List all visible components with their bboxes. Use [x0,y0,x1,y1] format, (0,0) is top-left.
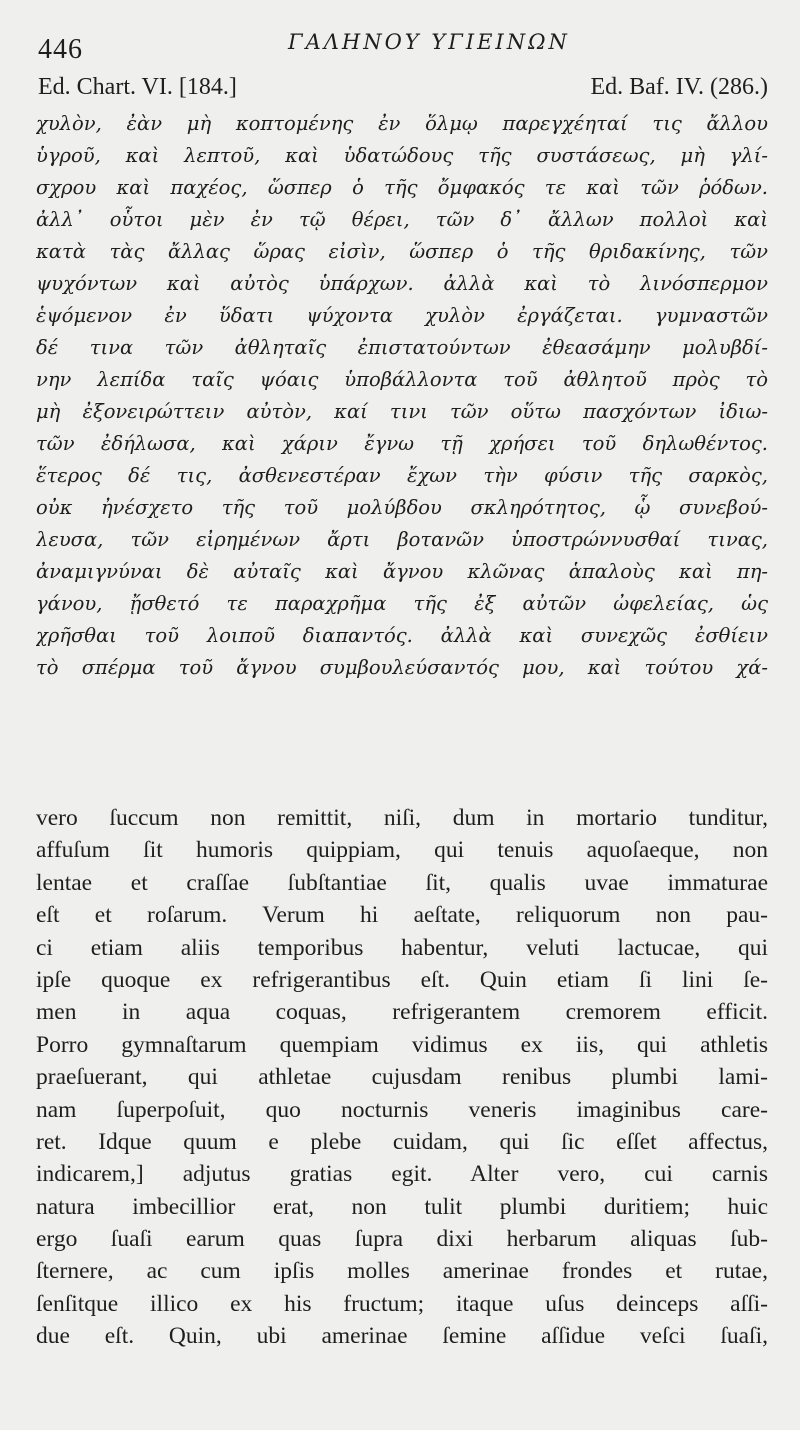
greek-text-line: ἕτερος δέ τις, ἀσθενεστέραν ἔχων τὴν φύσιν τῆς σαρκὸς, [36,464,768,487]
latin-text-line: eſt et roſarum. Verum hi aeſtate, reliquorum non pau- [36,902,768,929]
greek-text-line: ὑγροῦ, καὶ λεπτοῦ, καὶ ὑδατώδους τῆς συστάσεως, μὴ γλί- [36,144,768,167]
running-title: ΓΑΛΗΝΟΥ ΥΓΙΕΙΝΩΝ [288,30,570,54]
latin-text-line: natura imbecillior erat, non tulit plumbi duritiem; huic [36,1193,768,1220]
edition-chartier-reference: Ed. Chart. VI. [184.] [38,74,237,100]
greek-text-line: μὴ ἐξονειρώττειν αὐτὸν, καί τινι τῶν οὕτω πασχόντων ἰδιω- [36,400,768,423]
greek-text-line: γάνου, ᾔσθετό τε παραχρῆμα τῆς ἐξ αὐτῶν ὠφελείας, ὡς [36,592,768,615]
latin-text-line: ergo ſuaſi earum quas ſupra dixi herbarum aliquas ſub- [36,1226,768,1253]
greek-text-line: χρῆσθαι τοῦ λοιποῦ διαπαντός. ἀλλὰ καὶ συνεχῶς ἐσθίειν [36,624,768,647]
greek-text-line: ἑψόμενον ἐν ὕδατι ψύχοντα χυλὸν ἐργάζεται. γυμναστῶν [36,304,768,327]
greek-text-line: νην λεπίδα ταῖς ψόαις ὑποβάλλοντα τοῦ ἀθλητοῦ πρὸς τὸ [36,368,768,391]
latin-text-line: nam ſuperpoſuit, quo nocturnis veneris imaginibus care- [36,1096,768,1123]
latin-text-line: due eſt. Quin, ubi amerinae ſemine aſſidue veſci ſuaſi, [36,1323,768,1350]
latin-text-line: praeſuerant, qui athletae cujusdam renibus plumbi lami- [36,1064,768,1091]
greek-text-block [36,108,768,684]
greek-text-line: ἀναμιγνύναι δὲ αὐταῖς καὶ ἄγνου κλῶνας ἁπαλοὺς καὶ πη- [36,560,768,583]
greek-text-line: χυλὸν, ἐὰν μὴ κοπτομένης ἐν ὅλμῳ παρεγχέηταί τις ἄλλου [36,112,768,135]
greek-text-line: λευσα, τῶν εἰρημένων ἄρτι βοτανῶν ὑποστρώννυσθαί τινας, [36,528,768,551]
latin-text-line: indicarem,] adjutus gratias egit. Alter vero, cui carnis [36,1161,768,1188]
page-header [38,28,768,68]
latin-text-line: lentae et craſſae ſubſtantiae ſit, qualis uvae immaturae [36,869,768,896]
page-number: 446 [38,34,83,65]
latin-text-line: ſenſitque illico ex his fructum; itaque uſus deinceps aſſi- [36,1290,768,1317]
greek-text-line: ψυχόντων καὶ αὐτὸς ὑπάρχων. ἀλλὰ καὶ τὸ λινόσπερμον [36,272,768,295]
greek-text-line: τῶν ἐδήλωσα, καὶ χάριν ἔγνω τῇ χρήσει τοῦ δηλωθέντος. [36,432,768,455]
latin-text-block [36,802,768,1353]
greek-text-line: οὐκ ἠνέσχετο τῆς τοῦ μολύβδου σκληρότητος, ᾧ συνεβού- [36,496,768,519]
edition-reference-line [38,74,768,108]
greek-text-line: δέ τινα τῶν ἀθληταῖς ἐπιστατούντων ἐθεασάμην μολυβδί- [36,336,768,359]
latin-text-line: ſternere, ac cum ipſis molles amerinae frondes et rutae, [36,1258,768,1285]
greek-text-line: τὸ σπέρμα τοῦ ἄγνου συμβουλεύσαντός μου, καὶ τούτου χά- [36,656,768,679]
latin-text-line: Porro gymnaſtarum quempiam vidimus ex iis, qui athletis [36,1031,768,1058]
latin-text-line: men in aqua coquas, refrigerantem cremorem efficit. [36,999,768,1026]
latin-text-line: ipſe quoque ex refrigerantibus eſt. Quin etiam ſi lini ſe- [36,966,768,993]
latin-text-line: ci etiam aliis temporibus habentur, veluti lactucae, qui [36,934,768,961]
edition-basel-reference: Ed. Baf. IV. (286.) [590,74,768,100]
greek-text-line: ἀλλ᾽ οὗτοι μὲν ἐν τῷ θέρει, τῶν δ᾽ ἄλλων πολλοὶ καὶ [36,208,768,231]
greek-text-line: κατὰ τὰς ἄλλας ὥρας εἰσὶν, ὥσπερ ὁ τῆς θριδακίνης, τῶν [36,240,768,263]
latin-text-line: affuſum ſit humoris quippiam, qui tenuis aquoſaeque, non [36,837,768,864]
latin-text-line: ret. Idque quum e plebe cuidam, qui ſic eſſet affectus, [36,1128,768,1155]
greek-text-line: σχρου καὶ παχέος, ὥσπερ ὁ τῆς ὄμφακός τε καὶ τῶν ῥόδων. [36,176,768,199]
latin-text-line: vero ſuccum non remittit, niſi, dum in mortario tunditur, [36,805,768,831]
